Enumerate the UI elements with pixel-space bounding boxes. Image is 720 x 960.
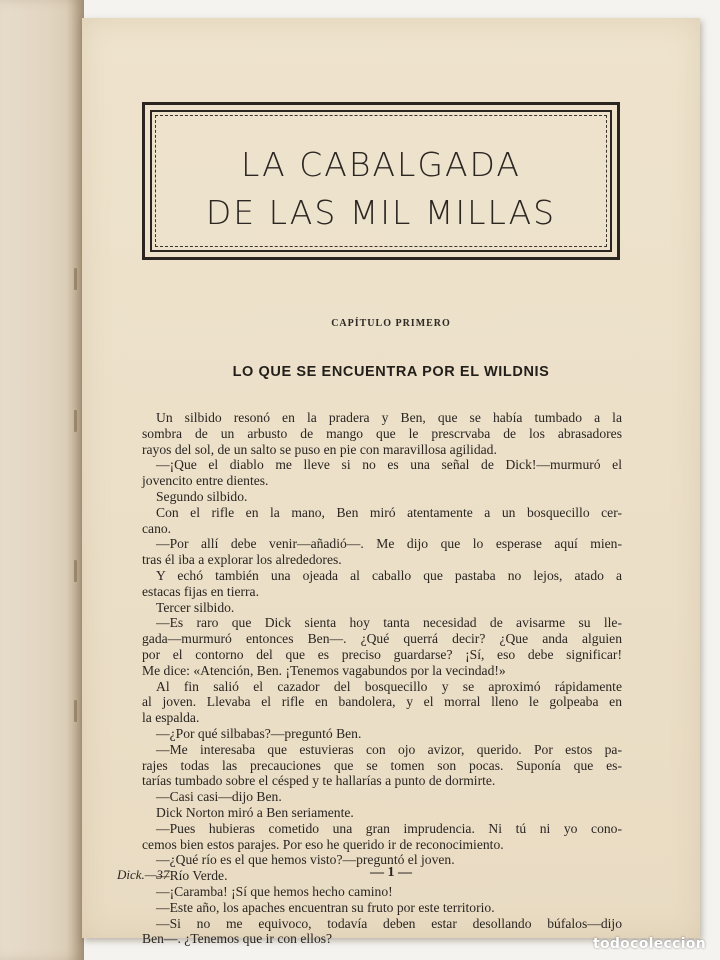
text-line: Al fin salió el cazador del bosquecillo y se aproximó rápidamente <box>156 678 622 694</box>
text-line: tarías tumbado sobre el césped y te hallarías a punto de dormirte. <box>142 773 496 789</box>
text-line: —¡Caramba! ¡Sí que hemos hecho camino! <box>156 883 393 899</box>
text-line: —Es raro que Dick sienta hoy tanta necesidad de avisarme su lle- <box>156 615 622 631</box>
text-line: por el contorno del que es preciso guardarse? ¡Sí, eso debe significar! <box>142 646 622 662</box>
watermark-logo: todocoleccion <box>592 936 706 952</box>
text-line: tras él iba a explorar los alrededores. <box>142 552 342 568</box>
chapter-title: LO QUE SE ENCUENTRA POR EL WILDNIS <box>232 364 550 380</box>
text-line: —Si no me equivoco, todavía deben estar desollando búfalos—dijo <box>156 915 622 931</box>
binding-stitch <box>74 560 77 582</box>
text-line: —¿Qué río es el que hemos visto?—preguntó el joven. <box>156 852 455 868</box>
text-line: —Pues hubieras cometido una gran imprudencia. Ni tú ni yo cono- <box>156 820 622 836</box>
text-line: sombra de un arbusto de mango que le prescrvaba de los abrasadores <box>142 425 622 441</box>
book-title-line-1: LA CABALGADA <box>241 145 521 184</box>
binding-stitch <box>74 410 77 432</box>
text-line: rajes todas las precauciones que se tomen son pocas. Suponía que es- <box>142 757 622 773</box>
title-frame <box>142 102 620 260</box>
text-line: Y echó también una ojeada al caballo que pastaba no lejos, atado a <box>156 567 622 583</box>
chapter-label: CAPÍTULO PRIMERO <box>331 318 451 329</box>
text-line: cemos bien estos parajes. Por eso he querido ir de reconocimiento. <box>142 836 504 852</box>
text-line: Dick Norton miró a Ben seriamente. <box>156 804 354 820</box>
text-line: jovencito entre dientes. <box>142 473 269 489</box>
text-line: estacas fijas en tierra. <box>142 583 259 599</box>
text-line: Me dice: «Atención, Ben. ¡Tenemos vagabundos por la vecindad!» <box>142 662 506 678</box>
text-line: al joven. Llevaba el rifle en bandolera, y el morral lleno le golpeaba en <box>142 694 622 710</box>
text-line: —Por allí debe venir—añadió—. Me dijo que lo esperase aquí mien- <box>156 536 622 552</box>
text-line: —Casi casi—dijo Ben. <box>156 789 282 805</box>
text-line: gada—murmuró entonces Ben—. ¿Qué querrá decir? ¿Que anda alguien <box>142 631 622 647</box>
text-line: Ben—. ¿Tenemos que ir con ellos? <box>142 931 333 947</box>
text-line: la espalda. <box>142 710 200 726</box>
text-line: —Río Verde. <box>156 868 228 884</box>
text-line: Con el rifle en la mano, Ben miró atentamente a un bosquecillo cer- <box>156 504 622 520</box>
text-line: —¡Que el diablo me lleve si no es una señal de Dick!—murmuró el <box>156 457 622 473</box>
text-line: —¿Por qué silbabas?—preguntó Ben. <box>156 725 362 741</box>
page-number: — 1 — <box>370 865 412 880</box>
footer-series-number: Dick.—37 <box>117 867 170 882</box>
text-line: Segundo silbido. <box>156 488 248 504</box>
text-line: —Este año, los apaches encuentran su fruto por este territorio. <box>156 899 495 915</box>
text-line: cano. <box>142 520 172 536</box>
text-line: rayos del sol, de un salto se puso en pie con maravillosa agilidad. <box>142 441 497 457</box>
text-line: —Me interesaba que estuvieras con ojo avizor, querido. Por estos pa- <box>156 741 622 757</box>
binding-stitch <box>74 268 77 290</box>
text-line: Tercer silbido. <box>156 599 235 615</box>
book-title-line-2: DE LAS MIL MILLAS <box>205 193 557 232</box>
binding-stitch <box>74 700 77 722</box>
text-line: Un silbido resonó en la pradera y Ben, que se había tumbado a la <box>156 410 622 425</box>
